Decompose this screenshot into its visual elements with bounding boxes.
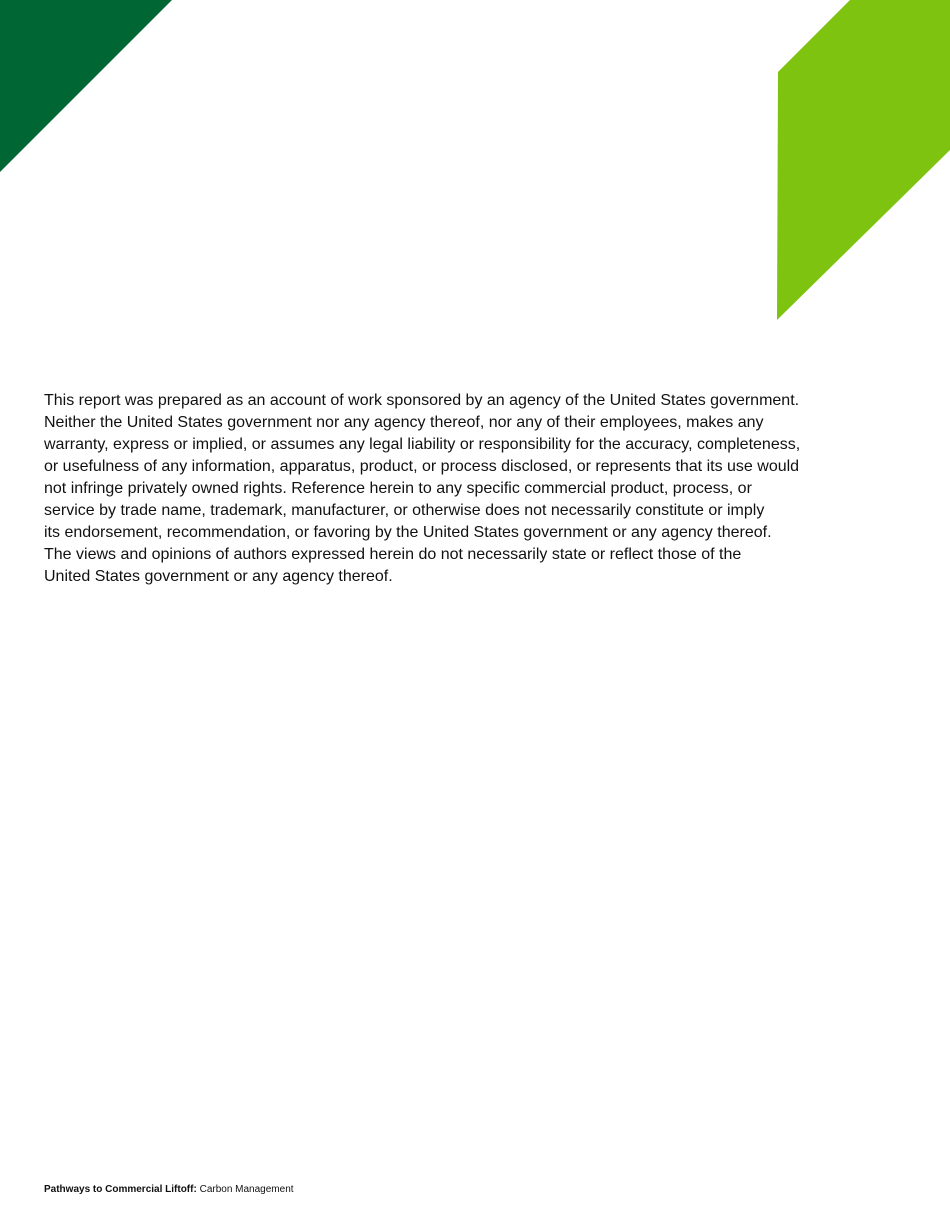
disclaimer-paragraph bbox=[44, 390, 874, 588]
disclaimer-line: Neither the United States government nor any agency thereof, nor any of their employees, makes any bbox=[44, 414, 764, 431]
disclaimer-line: The views and opinions of authors expressed herein do not necessarily state or reflect those of the bbox=[44, 546, 742, 563]
disclaimer-line: service by trade name, trademark, manufacturer, or otherwise does not necessarily constitute or imply bbox=[44, 502, 765, 519]
top-right-lime-parallelogram-fill bbox=[777, 0, 950, 320]
footer-report-title: Pathways to Commercial Liftoff: bbox=[44, 1184, 197, 1195]
top-left-green-triangle bbox=[0, 0, 175, 175]
disclaimer-line: United States government or any agency thereof. bbox=[44, 568, 393, 585]
disclaimer-line: its endorsement, recommendation, or favoring by the United States government or any agency thereof. bbox=[44, 524, 772, 541]
disclaimer-line: warranty, express or implied, or assumes any legal liability or responsibility for the accuracy, completeness, bbox=[44, 436, 801, 453]
page-footer bbox=[44, 1184, 294, 1196]
disclaimer-line: not infringe privately owned rights. Reference herein to any specific commercial product, process, or bbox=[44, 480, 752, 497]
top-left-green-triangle-fill bbox=[0, 0, 172, 172]
footer-report-subtitle: Carbon Management bbox=[199, 1184, 294, 1195]
top-right-lime-parallelogram bbox=[776, 0, 950, 322]
disclaimer-line: This report was prepared as an account of work sponsored by an agency of the United States government. bbox=[44, 392, 800, 409]
disclaimer-line: or usefulness of any information, apparatus, product, or process disclosed, or represents that its use would bbox=[44, 458, 800, 475]
